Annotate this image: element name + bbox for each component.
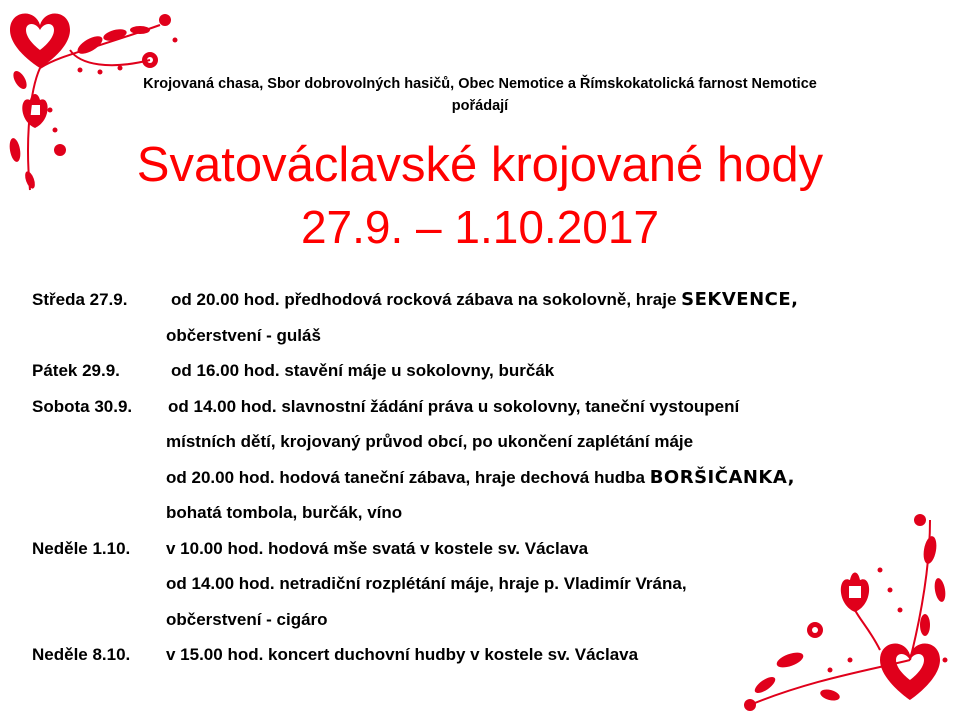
day-label: Sobota 30.9.	[32, 396, 133, 416]
schedule-row	[32, 637, 942, 673]
event-text: v 15.00 hod. koncert duchovní hudby v kostele sv. Václava	[166, 645, 639, 664]
schedule-row	[32, 282, 942, 318]
schedule-row	[32, 389, 942, 425]
event-text: v 10.00 hod. hodová mše svatá v kostele sv. Václava	[166, 538, 589, 558]
schedule-row	[32, 318, 942, 354]
event-title: Svatováclavské krojované hody	[136, 138, 824, 192]
schedule	[32, 282, 942, 673]
event-text: občerstvení - cigáro	[166, 609, 328, 629]
organizers-text: Krojovaná chasa, Sbor dobrovolných hasičů, Obec Nemotice a Římskokatolická farnost Nemotice	[143, 76, 817, 92]
schedule-row	[32, 353, 942, 389]
band-name: BORŠIČANKA,	[649, 466, 795, 488]
event-text: bohatá tombola, burčák, víno	[166, 503, 403, 522]
schedule-row	[32, 460, 942, 496]
event-dates: 27.9. – 1.10.2017	[300, 201, 660, 253]
schedule-row	[32, 424, 942, 460]
schedule-row	[32, 531, 942, 567]
event-text: od 20.00 hod. předhodová rocková zábava na sokolovně, hraje SEKVENCE,	[171, 289, 799, 310]
schedule-row	[32, 566, 942, 602]
event-text: místních dětí, krojovaný průvod obcí, po ukončení zaplétání máje	[166, 432, 694, 451]
organizers-line	[40, 73, 920, 117]
day-label: Neděle 1.10.	[32, 538, 131, 558]
event-text: občerstvení - guláš	[166, 325, 321, 345]
schedule-row	[32, 602, 942, 638]
band-name: SEKVENCE,	[681, 289, 799, 310]
event-text: od 14.00 hod. netradiční rozplétání máje, hraje p. Vladimír Vrána,	[166, 574, 687, 593]
event-text: od 14.00 hod. slavnostní žádání práva u sokolovny, taneční vystoupení	[168, 396, 740, 416]
day-label: Pátek 29.9.	[32, 361, 120, 380]
schedule-row	[32, 495, 942, 531]
event-text: od 16.00 hod. stavění máje u sokolovny, burčák	[171, 361, 555, 380]
day-label: Neděle 8.10.	[32, 645, 131, 664]
day-label: Středa 27.9.	[32, 290, 128, 309]
organizers-subline: pořádají	[451, 98, 509, 114]
event-text: od 20.00 hod. hodová taneční zábava, hraje dechová hudba BORŠIČANKA,	[166, 466, 795, 488]
